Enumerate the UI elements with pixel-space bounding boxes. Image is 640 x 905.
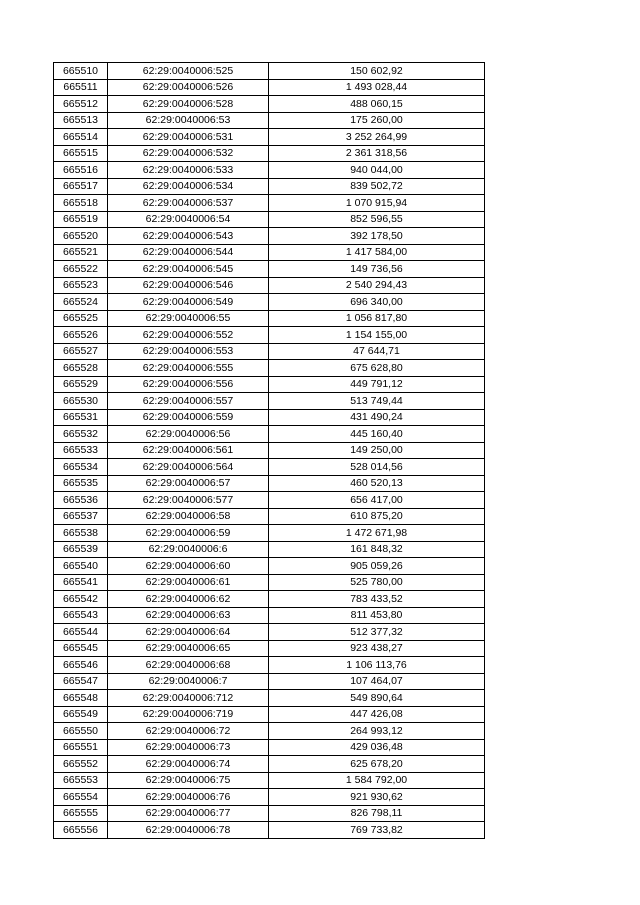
row-id-cell: 665510 xyxy=(54,63,108,80)
cadastral-value-cell: 175 260,00 xyxy=(269,112,485,129)
row-id-cell: 665546 xyxy=(54,657,108,674)
cadastral-number-cell: 62:29:0040006:552 xyxy=(108,327,269,344)
cadastral-number-cell: 62:29:0040006:75 xyxy=(108,772,269,789)
cadastral-value-cell: 447 426,08 xyxy=(269,706,485,723)
row-id-cell: 665545 xyxy=(54,640,108,657)
cadastral-number-cell: 62:29:0040006:77 xyxy=(108,805,269,822)
cadastral-value-cell: 513 749,44 xyxy=(269,393,485,410)
row-id-cell: 665549 xyxy=(54,706,108,723)
cadastral-number-cell: 62:29:0040006:525 xyxy=(108,63,269,80)
table-row xyxy=(54,459,485,476)
cadastral-number-cell: 62:29:0040006:58 xyxy=(108,508,269,525)
cadastral-value-cell: 460 520,13 xyxy=(269,475,485,492)
cadastral-number-cell: 62:29:0040006:534 xyxy=(108,178,269,195)
row-id-cell: 665550 xyxy=(54,723,108,740)
cadastral-value-cell: 150 602,92 xyxy=(269,63,485,80)
cadastral-value-cell: 1 056 817,80 xyxy=(269,310,485,327)
cadastral-value-cell: 852 596,55 xyxy=(269,211,485,228)
table-row xyxy=(54,475,485,492)
table-row xyxy=(54,541,485,558)
cadastral-number-cell: 62:29:0040006:56 xyxy=(108,426,269,443)
cadastral-value-cell: 449 791,12 xyxy=(269,376,485,393)
row-id-cell: 665541 xyxy=(54,574,108,591)
row-id-cell: 665516 xyxy=(54,162,108,179)
row-id-cell: 665519 xyxy=(54,211,108,228)
row-id-cell: 665517 xyxy=(54,178,108,195)
table-row xyxy=(54,376,485,393)
row-id-cell: 665530 xyxy=(54,393,108,410)
row-id-cell: 665551 xyxy=(54,739,108,756)
cadastral-number-cell: 62:29:0040006:557 xyxy=(108,393,269,410)
row-id-cell: 665524 xyxy=(54,294,108,311)
cadastral-value-cell: 149 250,00 xyxy=(269,442,485,459)
table-row xyxy=(54,145,485,162)
cadastral-number-cell: 62:29:0040006:54 xyxy=(108,211,269,228)
cadastral-value-table xyxy=(53,62,485,839)
row-id-cell: 665543 xyxy=(54,607,108,624)
cadastral-value-cell: 528 014,56 xyxy=(269,459,485,476)
table-row xyxy=(54,640,485,657)
cadastral-number-cell: 62:29:0040006:561 xyxy=(108,442,269,459)
cadastral-value-cell: 923 438,27 xyxy=(269,640,485,657)
row-id-cell: 665531 xyxy=(54,409,108,426)
row-id-cell: 665513 xyxy=(54,112,108,129)
cadastral-value-cell: 625 678,20 xyxy=(269,756,485,773)
cadastral-number-cell: 62:29:0040006:76 xyxy=(108,789,269,806)
cadastral-value-cell: 1 472 671,98 xyxy=(269,525,485,542)
cadastral-number-cell: 62:29:0040006:543 xyxy=(108,228,269,245)
cadastral-number-cell: 62:29:0040006:7 xyxy=(108,673,269,690)
cadastral-number-cell: 62:29:0040006:74 xyxy=(108,756,269,773)
table-row xyxy=(54,723,485,740)
cadastral-number-cell: 62:29:0040006:544 xyxy=(108,244,269,261)
cadastral-value-cell: 1 070 915,94 xyxy=(269,195,485,212)
cadastral-number-cell: 62:29:0040006:57 xyxy=(108,475,269,492)
table-row xyxy=(54,343,485,360)
cadastral-value-cell: 610 875,20 xyxy=(269,508,485,525)
cadastral-value-cell: 1 106 113,76 xyxy=(269,657,485,674)
cadastral-value-cell: 696 340,00 xyxy=(269,294,485,311)
table-row xyxy=(54,277,485,294)
cadastral-value-cell: 2 361 318,56 xyxy=(269,145,485,162)
table-row xyxy=(54,673,485,690)
table-row xyxy=(54,129,485,146)
cadastral-number-cell: 62:29:0040006:712 xyxy=(108,690,269,707)
table-row xyxy=(54,244,485,261)
cadastral-number-cell: 62:29:0040006:555 xyxy=(108,360,269,377)
cadastral-value-cell: 1 493 028,44 xyxy=(269,79,485,96)
cadastral-number-cell: 62:29:0040006:63 xyxy=(108,607,269,624)
row-id-cell: 665528 xyxy=(54,360,108,377)
cadastral-number-cell: 62:29:0040006:55 xyxy=(108,310,269,327)
row-id-cell: 665522 xyxy=(54,261,108,278)
cadastral-value-cell: 107 464,07 xyxy=(269,673,485,690)
row-id-cell: 665539 xyxy=(54,541,108,558)
table-row xyxy=(54,657,485,674)
row-id-cell: 665521 xyxy=(54,244,108,261)
cadastral-value-cell: 429 036,48 xyxy=(269,739,485,756)
table-row xyxy=(54,178,485,195)
cadastral-number-cell: 62:29:0040006:532 xyxy=(108,145,269,162)
cadastral-number-cell: 62:29:0040006:60 xyxy=(108,558,269,575)
cadastral-value-cell: 811 453,80 xyxy=(269,607,485,624)
cadastral-number-cell: 62:29:0040006:72 xyxy=(108,723,269,740)
table-row xyxy=(54,195,485,212)
row-id-cell: 665547 xyxy=(54,673,108,690)
cadastral-value-cell: 161 848,32 xyxy=(269,541,485,558)
table-row xyxy=(54,574,485,591)
table-row xyxy=(54,393,485,410)
cadastral-value-cell: 488 060,15 xyxy=(269,96,485,113)
row-id-cell: 665518 xyxy=(54,195,108,212)
row-id-cell: 665512 xyxy=(54,96,108,113)
table-row xyxy=(54,211,485,228)
table-row xyxy=(54,79,485,96)
cadastral-number-cell: 62:29:0040006:545 xyxy=(108,261,269,278)
cadastral-value-cell: 525 780,00 xyxy=(269,574,485,591)
row-id-cell: 665532 xyxy=(54,426,108,443)
table-row xyxy=(54,112,485,129)
cadastral-value-cell: 905 059,26 xyxy=(269,558,485,575)
table-row xyxy=(54,310,485,327)
cadastral-number-cell: 62:29:0040006:65 xyxy=(108,640,269,657)
row-id-cell: 665526 xyxy=(54,327,108,344)
table-row xyxy=(54,739,485,756)
row-id-cell: 665540 xyxy=(54,558,108,575)
table-row xyxy=(54,525,485,542)
table-row xyxy=(54,690,485,707)
row-id-cell: 665548 xyxy=(54,690,108,707)
table-row xyxy=(54,228,485,245)
cadastral-number-cell: 62:29:0040006:528 xyxy=(108,96,269,113)
cadastral-value-cell: 3 252 264,99 xyxy=(269,129,485,146)
row-id-cell: 665552 xyxy=(54,756,108,773)
cadastral-number-cell: 62:29:0040006:78 xyxy=(108,822,269,839)
table-row xyxy=(54,624,485,641)
table-row xyxy=(54,558,485,575)
cadastral-number-cell: 62:29:0040006:531 xyxy=(108,129,269,146)
row-id-cell: 665555 xyxy=(54,805,108,822)
cadastral-value-cell: 826 798,11 xyxy=(269,805,485,822)
table-row xyxy=(54,96,485,113)
cadastral-number-cell: 62:29:0040006:61 xyxy=(108,574,269,591)
row-id-cell: 665511 xyxy=(54,79,108,96)
table-row xyxy=(54,492,485,509)
row-id-cell: 665529 xyxy=(54,376,108,393)
row-id-cell: 665542 xyxy=(54,591,108,608)
cadastral-value-cell: 149 736,56 xyxy=(269,261,485,278)
cadastral-value-cell: 921 930,62 xyxy=(269,789,485,806)
row-id-cell: 665515 xyxy=(54,145,108,162)
row-id-cell: 665537 xyxy=(54,508,108,525)
cadastral-number-cell: 62:29:0040006:564 xyxy=(108,459,269,476)
cadastral-value-cell: 431 490,24 xyxy=(269,409,485,426)
table-row xyxy=(54,805,485,822)
row-id-cell: 665525 xyxy=(54,310,108,327)
table-row xyxy=(54,789,485,806)
table-row xyxy=(54,360,485,377)
cadastral-number-cell: 62:29:0040006:577 xyxy=(108,492,269,509)
cadastral-value-cell: 2 540 294,43 xyxy=(269,277,485,294)
cadastral-value-cell: 783 433,52 xyxy=(269,591,485,608)
cadastral-value-cell: 675 628,80 xyxy=(269,360,485,377)
cadastral-value-cell: 512 377,32 xyxy=(269,624,485,641)
cadastral-value-cell: 1 417 584,00 xyxy=(269,244,485,261)
row-id-cell: 665554 xyxy=(54,789,108,806)
cadastral-number-cell: 62:29:0040006:73 xyxy=(108,739,269,756)
table-row xyxy=(54,508,485,525)
row-id-cell: 665523 xyxy=(54,277,108,294)
cadastral-value-cell: 940 044,00 xyxy=(269,162,485,179)
table-row xyxy=(54,591,485,608)
table-row xyxy=(54,63,485,80)
cadastral-value-cell: 264 993,12 xyxy=(269,723,485,740)
row-id-cell: 665534 xyxy=(54,459,108,476)
cadastral-number-cell: 62:29:0040006:537 xyxy=(108,195,269,212)
cadastral-number-cell: 62:29:0040006:526 xyxy=(108,79,269,96)
row-id-cell: 665538 xyxy=(54,525,108,542)
table-row xyxy=(54,442,485,459)
table-row xyxy=(54,772,485,789)
row-id-cell: 665536 xyxy=(54,492,108,509)
cadastral-number-cell: 62:29:0040006:556 xyxy=(108,376,269,393)
cadastral-number-cell: 62:29:0040006:53 xyxy=(108,112,269,129)
cadastral-value-cell: 656 417,00 xyxy=(269,492,485,509)
row-id-cell: 665520 xyxy=(54,228,108,245)
cadastral-number-cell: 62:29:0040006:6 xyxy=(108,541,269,558)
cadastral-number-cell: 62:29:0040006:68 xyxy=(108,657,269,674)
cadastral-number-cell: 62:29:0040006:553 xyxy=(108,343,269,360)
table-row xyxy=(54,327,485,344)
row-id-cell: 665533 xyxy=(54,442,108,459)
cadastral-value-cell: 839 502,72 xyxy=(269,178,485,195)
table-row xyxy=(54,162,485,179)
table-row xyxy=(54,706,485,723)
cadastral-value-cell: 549 890,64 xyxy=(269,690,485,707)
table-row xyxy=(54,294,485,311)
row-id-cell: 665556 xyxy=(54,822,108,839)
table-row xyxy=(54,426,485,443)
row-id-cell: 665553 xyxy=(54,772,108,789)
row-id-cell: 665527 xyxy=(54,343,108,360)
row-id-cell: 665514 xyxy=(54,129,108,146)
cadastral-value-cell: 445 160,40 xyxy=(269,426,485,443)
cadastral-value-cell: 47 644,71 xyxy=(269,343,485,360)
cadastral-number-cell: 62:29:0040006:546 xyxy=(108,277,269,294)
cadastral-number-cell: 62:29:0040006:719 xyxy=(108,706,269,723)
table-row xyxy=(54,261,485,278)
cadastral-number-cell: 62:29:0040006:559 xyxy=(108,409,269,426)
table-body xyxy=(54,63,485,839)
table-row xyxy=(54,607,485,624)
row-id-cell: 665544 xyxy=(54,624,108,641)
cadastral-value-cell: 1 154 155,00 xyxy=(269,327,485,344)
cadastral-number-cell: 62:29:0040006:62 xyxy=(108,591,269,608)
cadastral-number-cell: 62:29:0040006:59 xyxy=(108,525,269,542)
row-id-cell: 665535 xyxy=(54,475,108,492)
table-row xyxy=(54,756,485,773)
cadastral-value-cell: 392 178,50 xyxy=(269,228,485,245)
table-row xyxy=(54,409,485,426)
cadastral-number-cell: 62:29:0040006:549 xyxy=(108,294,269,311)
cadastral-value-cell: 1 584 792,00 xyxy=(269,772,485,789)
table-row xyxy=(54,822,485,839)
cadastral-number-cell: 62:29:0040006:64 xyxy=(108,624,269,641)
cadastral-number-cell: 62:29:0040006:533 xyxy=(108,162,269,179)
cadastral-value-cell: 769 733,82 xyxy=(269,822,485,839)
